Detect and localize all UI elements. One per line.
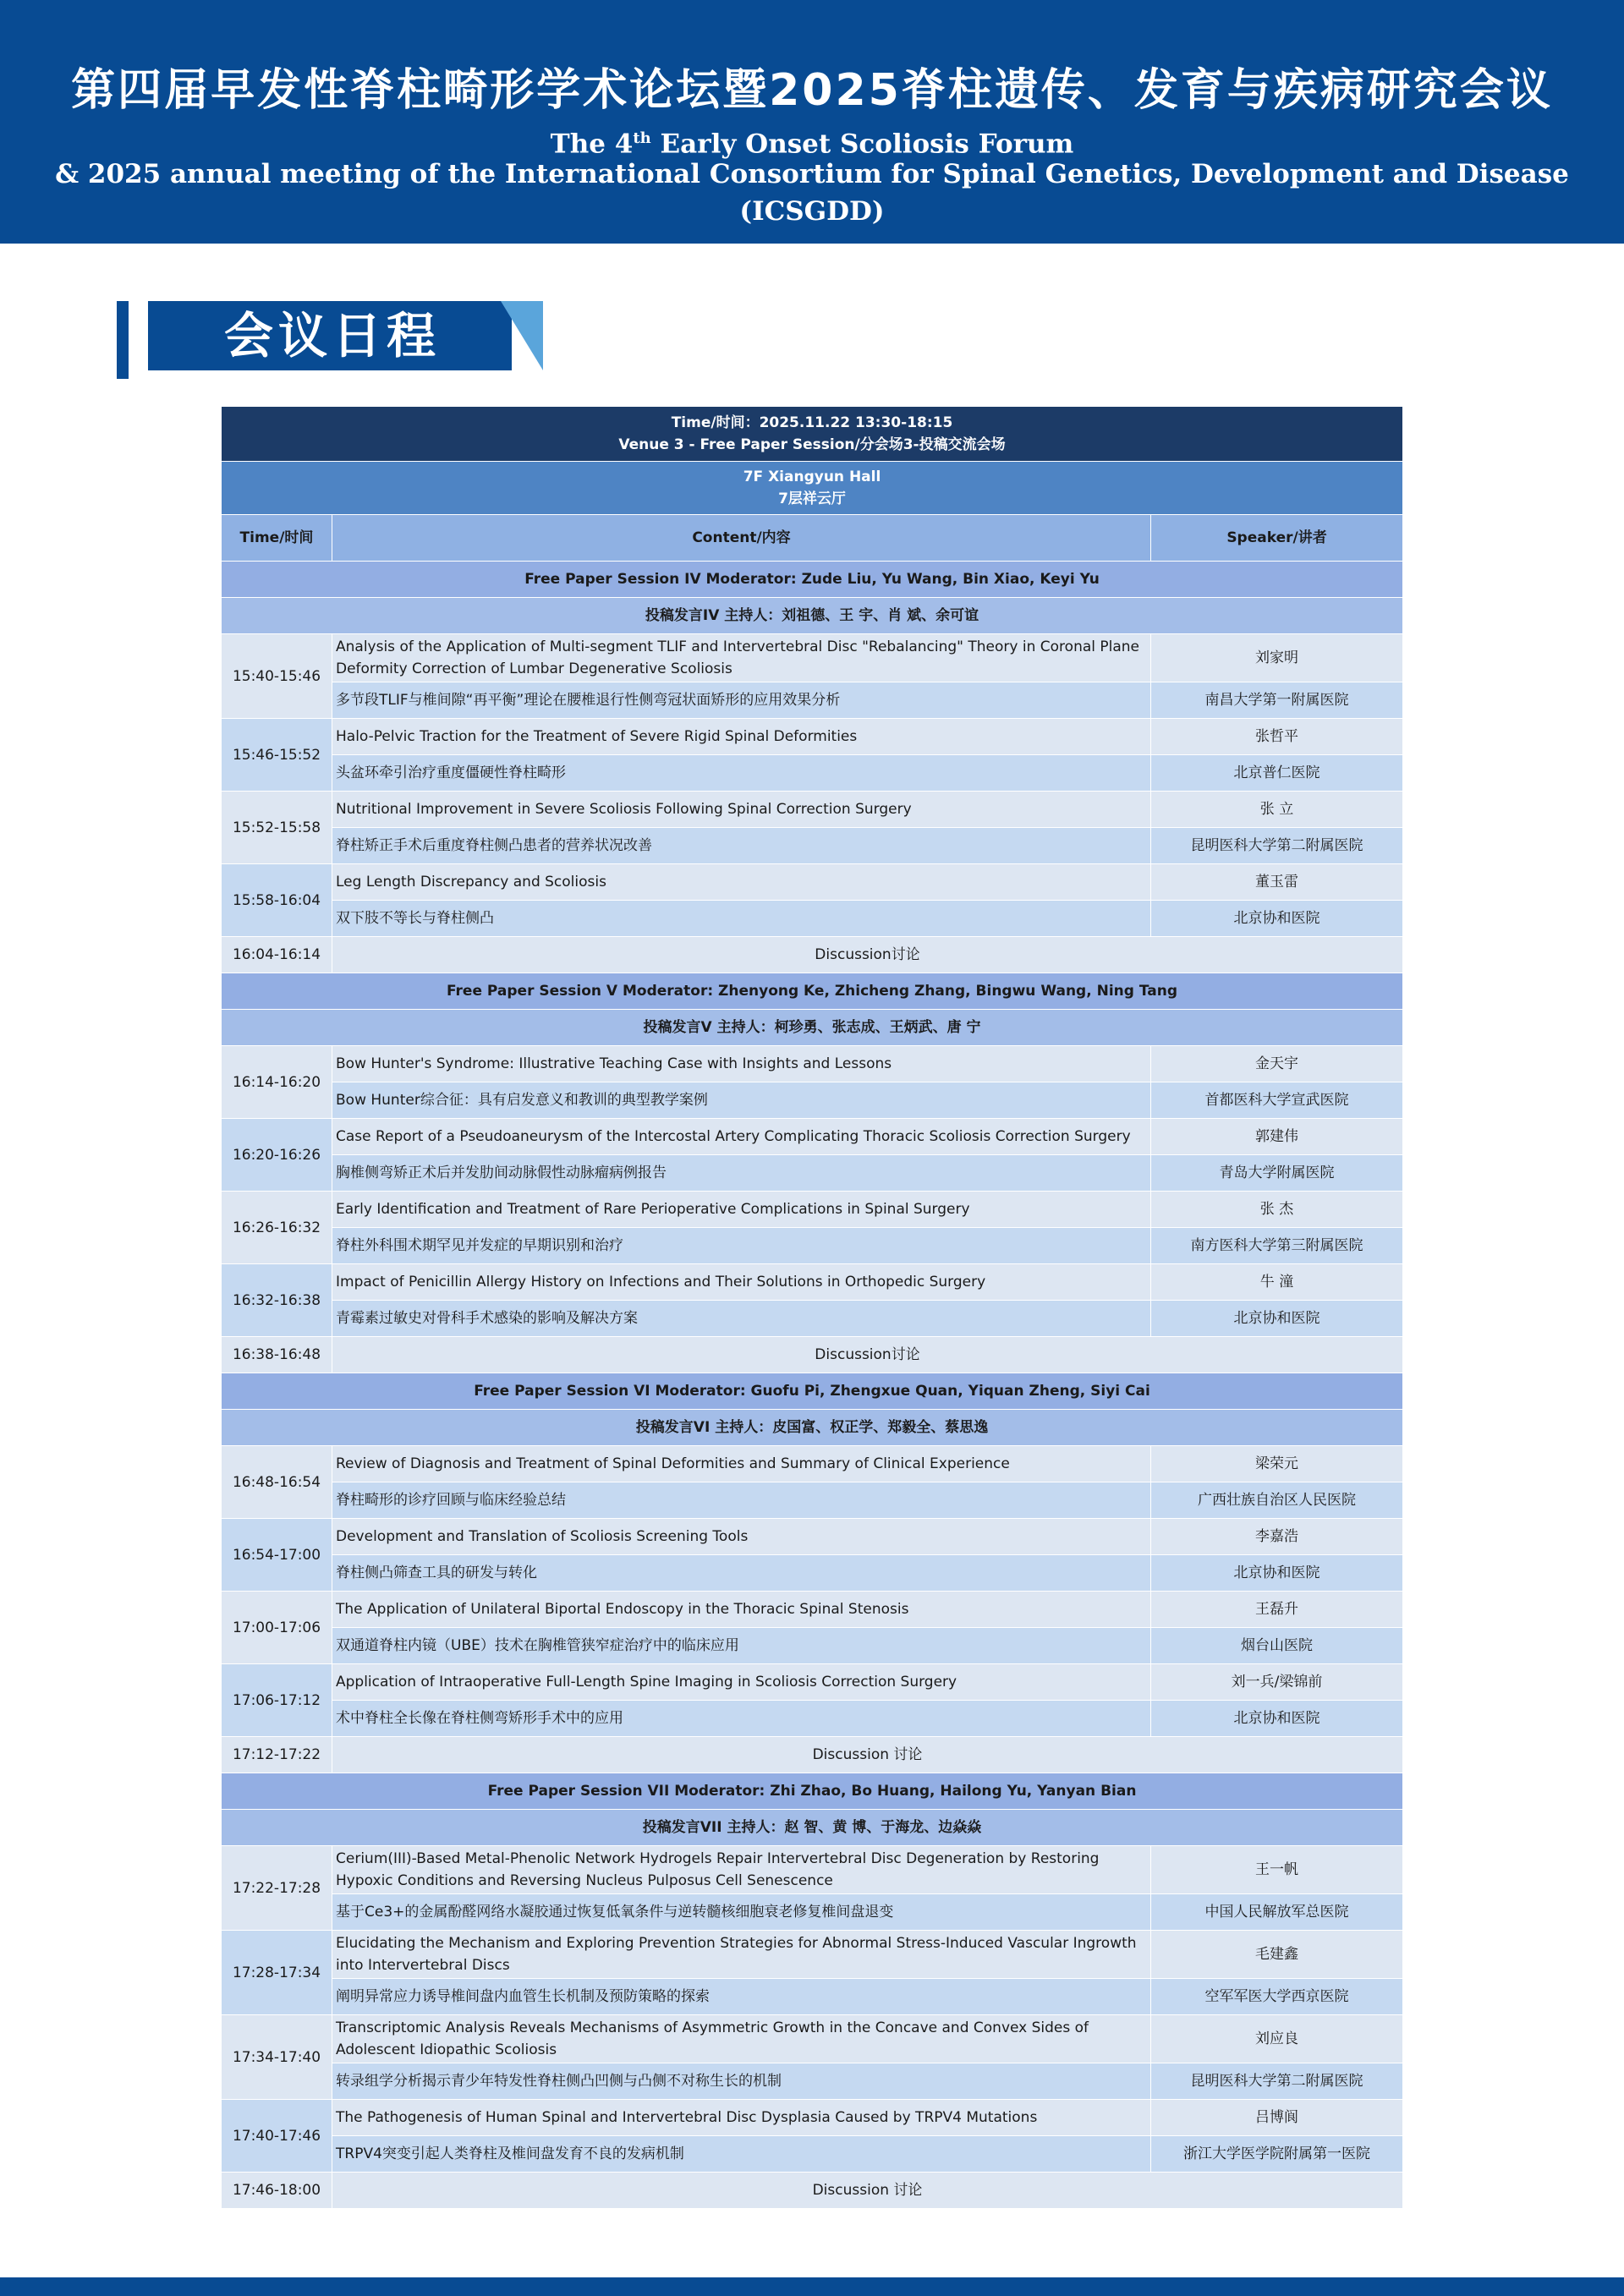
talk-title-cn: Bow Hunter综合征：具有启发意义和教训的典型教学案例 [332,1082,1151,1119]
talk-title-cn: 双下肢不等长与脊柱侧凸 [332,901,1151,937]
title-en-line2: & 2025 annual meeting of the International Consortium for Spinal Genetics, Development and Disease (ICSGDD) [55,159,1569,227]
talk-row-cn [222,2136,1403,2173]
talk-title-cn: TRPV4突变引起人类脊柱及椎间盘发育不良的发病机制 [332,2136,1151,2173]
session-title-cn: 投稿发言IV 主持人：刘祖德、王 宇、肖 斌、余可谊 [222,598,1403,634]
discussion-time: 17:12-17:22 [222,1737,332,1773]
talk-title-cn: 术中脊柱全长像在脊柱侧弯矫形手术中的应用 [332,1701,1151,1737]
talk-row-cn [222,1228,1403,1264]
talk-row-cn [222,1082,1403,1119]
hall-en: 7F Xiangyun Hall [743,469,881,485]
talk-title-cn: 转录组学分析揭示青少年特发性脊柱侧凸凹侧与凸侧不对称生长的机制 [332,2063,1151,2100]
discussion-time: 16:38-16:48 [222,1337,332,1373]
session-title-row [222,562,1403,598]
talk-row [222,1446,1403,1482]
talk-title-en: Impact of Penicillin Allergy History on Infections and Their Solutions in Orthopedic Surgery [332,1264,1151,1301]
talk-speaker: 牛 潼 [1151,1264,1403,1301]
talk-title-cn: 头盆环牵引治疗重度僵硬性脊柱畸形 [332,755,1151,792]
discussion-time: 17:46-18:00 [222,2173,332,2209]
talk-row-cn [222,1628,1403,1664]
discussion-row [222,1737,1403,1773]
session-title-row [222,1373,1403,1410]
talk-time: 17:00-17:06 [222,1592,332,1664]
talk-row-cn [222,1482,1403,1519]
talk-row [222,792,1403,828]
talk-title-cn: 脊柱外科围术期罕见并发症的早期识别和治疗 [332,1228,1151,1264]
talk-title-en: Application of Intraoperative Full-Length Spine Imaging in Scoliosis Correction Surgery [332,1664,1151,1701]
talk-title-en: Review of Diagnosis and Treatment of Spinal Deformities and Summary of Clinical Experience [332,1446,1151,1482]
talk-speaker: 李嘉浩 [1151,1519,1403,1555]
session-title-en: Free Paper Session VI Moderator: Guofu Pi, Zhengxue Quan, Yiquan Zheng, Siyi Cai [222,1373,1403,1410]
talk-hospital: 北京协和医院 [1151,1555,1403,1592]
talk-time: 15:58-16:04 [222,864,332,937]
session-title-en: Free Paper Session VII Moderator: Zhi Zhao, Bo Huang, Hailong Yu, Yanyan Bian [222,1773,1403,1810]
talk-title-cn: 青霉素过敏史对骨科手术感染的影响及解决方案 [332,1301,1151,1337]
talk-hospital: 北京协和医院 [1151,1701,1403,1737]
talk-hospital: 北京协和医院 [1151,1301,1403,1337]
talk-hospital: 青岛大学附属医院 [1151,1155,1403,1192]
talk-row-cn [222,2063,1403,2100]
talk-speaker: 张哲平 [1151,719,1403,755]
talk-hospital: 广西壮族自治区人民医院 [1151,1482,1403,1519]
talk-hospital: 昆明医科大学第二附属医院 [1151,828,1403,864]
talk-time: 17:06-17:12 [222,1664,332,1737]
talk-row-cn [222,901,1403,937]
talk-row-cn [222,1555,1403,1592]
talk-title-en: Elucidating the Mechanism and Exploring Prevention Strategies for Abnormal Stress-Induced Vascular Ingrowth into Intervertebral Discs [332,1931,1151,1979]
column-header-row [222,515,1403,562]
talk-hospital: 烟台山医院 [1151,1628,1403,1664]
session-title-cn: 投稿发言VII 主持人：赵 智、黄 博、于海龙、边焱焱 [222,1810,1403,1846]
discussion-time: 16:04-16:14 [222,937,332,973]
talk-row [222,634,1403,682]
talk-title-en: Cerium(III)-Based Metal-Phenolic Network Hydrogels Repair Intervertebral Disc Degeneration by Restoring Hypoxic Conditions and Reversing Nucleus Pulposus Cell Senescence [332,1846,1151,1894]
talk-title-cn: 多节段TLIF与椎间隙“再平衡”理论在腰椎退行性侧弯冠状面矫形的应用效果分析 [332,682,1151,719]
talk-row [222,864,1403,901]
talk-row [222,1664,1403,1701]
talk-hospital: 中国人民解放军总医院 [1151,1894,1403,1931]
talk-row [222,1046,1403,1082]
talk-row-cn [222,1155,1403,1192]
talk-title-cn: 脊柱矫正手术后重度脊柱侧凸患者的营养状况改善 [332,828,1151,864]
talk-speaker: 刘家明 [1151,634,1403,682]
talk-row [222,1519,1403,1555]
talk-title-en: The Pathogenesis of Human Spinal and Intervertebral Disc Dysplasia Caused by TRPV4 Mutations [332,2100,1151,2136]
talk-time: 16:48-16:54 [222,1446,332,1519]
talk-title-en: Analysis of the Application of Multi-segment TLIF and Intervertebral Disc "Rebalancing" Theory in Coronal Plane Deformity Correction of Lumbar Degenerative Scoliosis [332,634,1151,682]
talk-hospital: 浙江大学医学院附属第一医院 [1151,2136,1403,2173]
talk-title-en: Halo-Pelvic Traction for the Treatment of Severe Rigid Spinal Deformities [332,719,1151,755]
talk-row [222,1192,1403,1228]
talk-row-cn [222,682,1403,719]
venue-line: Venue 3 - Free Paper Session/分会场3-投稿交流会场 [618,436,1006,453]
talk-hospital: 南昌大学第一附属医院 [1151,682,1403,719]
talk-time: 16:54-17:00 [222,1519,332,1592]
discussion-label: Discussion讨论 [332,1337,1403,1373]
talk-hospital: 北京协和医院 [1151,901,1403,937]
session-title-en: Free Paper Session IV Moderator: Zude Liu, Yu Wang, Bin Xiao, Keyi Yu [222,562,1403,598]
talk-speaker: 王一帆 [1151,1846,1403,1894]
talk-time: 16:32-16:38 [222,1264,332,1337]
section-title: 会议日程 [148,301,512,370]
talk-speaker: 毛建鑫 [1151,1931,1403,1979]
talk-speaker: 金天宇 [1151,1046,1403,1082]
talk-title-en: Nutritional Improvement in Severe Scoliosis Following Spinal Correction Surgery [332,792,1151,828]
talk-row-cn [222,1301,1403,1337]
talk-row [222,1119,1403,1155]
talk-speaker: 刘应良 [1151,2015,1403,2063]
talk-time: 16:20-16:26 [222,1119,332,1192]
talk-title-cn: 脊柱侧凸筛查工具的研发与转化 [332,1555,1151,1592]
session-title-cn: 投稿发言VI 主持人：皮国富、权正学、郑毅全、蔡思逸 [222,1410,1403,1446]
talk-title-cn: 双通道脊柱内镜（UBE）技术在胸椎管狭窄症治疗中的临床应用 [332,1628,1151,1664]
discussion-row [222,937,1403,973]
footer-bar [0,2277,1624,2296]
discussion-label: Discussion讨论 [332,937,1403,973]
hall-cn: 7层祥云厅 [778,490,846,507]
talk-time: 17:40-17:46 [222,2100,332,2173]
schedule-table [221,406,1403,2209]
talk-title-en: Case Report of a Pseudoaneurysm of the Intercostal Artery Complicating Thoracic Scoliosis Correction Surgery [332,1119,1151,1155]
talk-row [222,719,1403,755]
hall-row [222,462,1403,515]
talk-hospital: 南方医科大学第三附属医院 [1151,1228,1403,1264]
table-header-row [222,407,1403,462]
talk-row-cn [222,1701,1403,1737]
talk-title-cn: 胸椎侧弯矫正术后并发肋间动脉假性动脉瘤病例报告 [332,1155,1151,1192]
talk-time: 17:34-17:40 [222,2015,332,2100]
talk-row-cn [222,828,1403,864]
discussion-label: Discussion 讨论 [332,2173,1403,2209]
talk-hospital: 北京普仁医院 [1151,755,1403,792]
talk-row-cn [222,1979,1403,2015]
col-speaker: Speaker/讲者 [1151,515,1403,562]
session-title-row [222,1773,1403,1810]
talk-time: 17:28-17:34 [222,1931,332,2015]
talk-title-cn: 脊柱畸形的诊疗回顾与临床经验总结 [332,1482,1151,1519]
session-title-cn-row [222,1010,1403,1046]
col-content: Content/内容 [332,515,1151,562]
section-accent-bar [117,301,129,379]
talk-speaker: 梁荣元 [1151,1446,1403,1482]
talk-time: 15:40-15:46 [222,634,332,719]
talk-row-cn [222,1894,1403,1931]
session-title-cn-row [222,1410,1403,1446]
talk-hospital: 空军军医大学西京医院 [1151,1979,1403,2015]
talk-time: 16:14-16:20 [222,1046,332,1119]
session-title-row [222,973,1403,1010]
title-cn: 第四届早发性脊柱畸形学术论坛暨2025脊柱遗传、发育与疾病研究会议 [71,65,1553,116]
discussion-row [222,2173,1403,2209]
talk-speaker: 张 立 [1151,792,1403,828]
talk-speaker: 吕博阆 [1151,2100,1403,2136]
talk-speaker: 王磊升 [1151,1592,1403,1628]
talk-title-en: Leg Length Discrepancy and Scoliosis [332,864,1151,901]
talk-row [222,1931,1403,1979]
col-time: Time/时间 [222,515,332,562]
talk-row [222,1846,1403,1894]
session-title-cn-row [222,598,1403,634]
talk-title-en: Bow Hunter's Syndrome: Illustrative Teaching Case with Insights and Lessons [332,1046,1151,1082]
talk-title-en: Early Identification and Treatment of Rare Perioperative Complications in Spinal Surgery [332,1192,1151,1228]
talk-time: 16:26-16:32 [222,1192,332,1264]
talk-row-cn [222,755,1403,792]
discussion-label: Discussion 讨论 [332,1737,1403,1773]
talk-row [222,1264,1403,1301]
session-title-en: Free Paper Session V Moderator: Zhenyong Ke, Zhicheng Zhang, Bingwu Wang, Ning Tang [222,973,1403,1010]
title-en-line1: The 4th Early Onset Scoliosis Forum [550,129,1074,160]
talk-time: 15:52-15:58 [222,792,332,864]
talk-speaker: 董玉雷 [1151,864,1403,901]
talk-row [222,2100,1403,2136]
talk-speaker: 张 杰 [1151,1192,1403,1228]
talk-title-en: Transcriptomic Analysis Reveals Mechanisms of Asymmetric Growth in the Concave and Convex Sides of Adolescent Idiopathic Scoliosis [332,2015,1151,2063]
header-banner [0,0,1624,244]
discussion-row [222,1337,1403,1373]
session-title-cn: 投稿发言V 主持人：柯珍勇、张志成、王炳武、唐 宁 [222,1010,1403,1046]
talk-title-cn: 阐明异常应力诱导椎间盘内血管生长机制及预防策略的探索 [332,1979,1151,2015]
talk-title-en: Development and Translation of Scoliosis Screening Tools [332,1519,1151,1555]
talk-row [222,1592,1403,1628]
time-line: Time/时间：2025.11.22 13:30-18:15 [671,414,953,431]
talk-row [222,2015,1403,2063]
talk-hospital: 首都医科大学宣武医院 [1151,1082,1403,1119]
section-title-slant [501,301,543,370]
session-title-cn-row [222,1810,1403,1846]
talk-time: 15:46-15:52 [222,719,332,792]
talk-speaker: 郭建伟 [1151,1119,1403,1155]
talk-hospital: 昆明医科大学第二附属医院 [1151,2063,1403,2100]
talk-time: 17:22-17:28 [222,1846,332,1931]
talk-title-cn: 基于Ce3+的金属酚醛网络水凝胶通过恢复低氧条件与逆转髓核细胞衰老修复椎间盘退变 [332,1894,1151,1931]
talk-speaker: 刘一兵/梁锦前 [1151,1664,1403,1701]
talk-title-en: The Application of Unilateral Biportal Endoscopy in the Thoracic Spinal Stenosis [332,1592,1151,1628]
